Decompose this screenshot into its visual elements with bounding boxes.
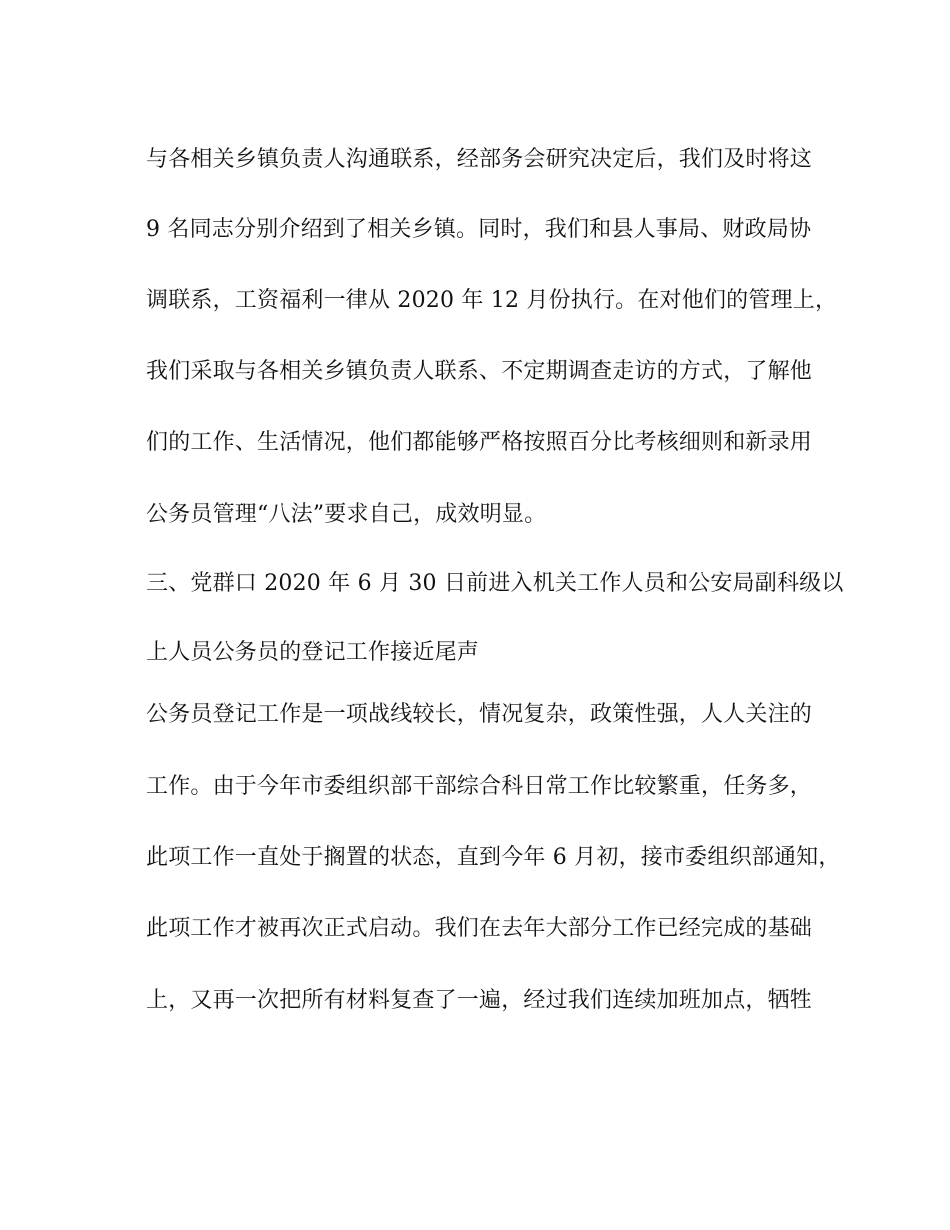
paragraph-line: 上，又再一次把所有材料复查了一遍，经过我们连续加班加点，牺牲	[146, 988, 813, 1013]
paragraph-line: 工作。由于今年市委组织部干部综合科日常工作比较繁重，任务多，	[146, 774, 813, 799]
paragraph-line: 与各相关乡镇负责人沟通联系，经部务会研究决定后，我们及时将这	[146, 147, 813, 172]
section-heading-line: 上人员公务员的登记工作接近尾声	[146, 640, 480, 665]
paragraph-line: 们的工作、生活情况，他们都能够严格按照百分比考核细则和新录用	[146, 430, 813, 455]
section-heading-line: 三、党群口 2020 年 6 月 30 日前进入机关工作人员和公安局副科级以	[146, 571, 844, 596]
paragraph-line: 此项工作才被再次正式启动。我们在去年大部分工作已经完成的基础	[146, 916, 813, 941]
paragraph-line: 公务员管理“八法”要求自己，成效明显。	[146, 502, 547, 527]
paragraph-line: 9 名同志分别介绍到了相关乡镇。同时，我们和县人事局、财政局协	[146, 217, 812, 242]
paragraph-line: 调联系，工资福利一律从 2020 年 12 月份执行。在对他们的管理上，	[146, 288, 838, 313]
paragraph-line: 此项工作一直处于搁置的状态，直到今年 6 月初，接市委组织部通知，	[146, 845, 841, 870]
paragraph-line: 公务员登记工作是一项战线较长，情况复杂，政策性强，人人关注的	[146, 702, 813, 727]
paragraph-line: 我们采取与各相关乡镇负责人联系、不定期调查走访的方式，了解他	[146, 359, 813, 384]
